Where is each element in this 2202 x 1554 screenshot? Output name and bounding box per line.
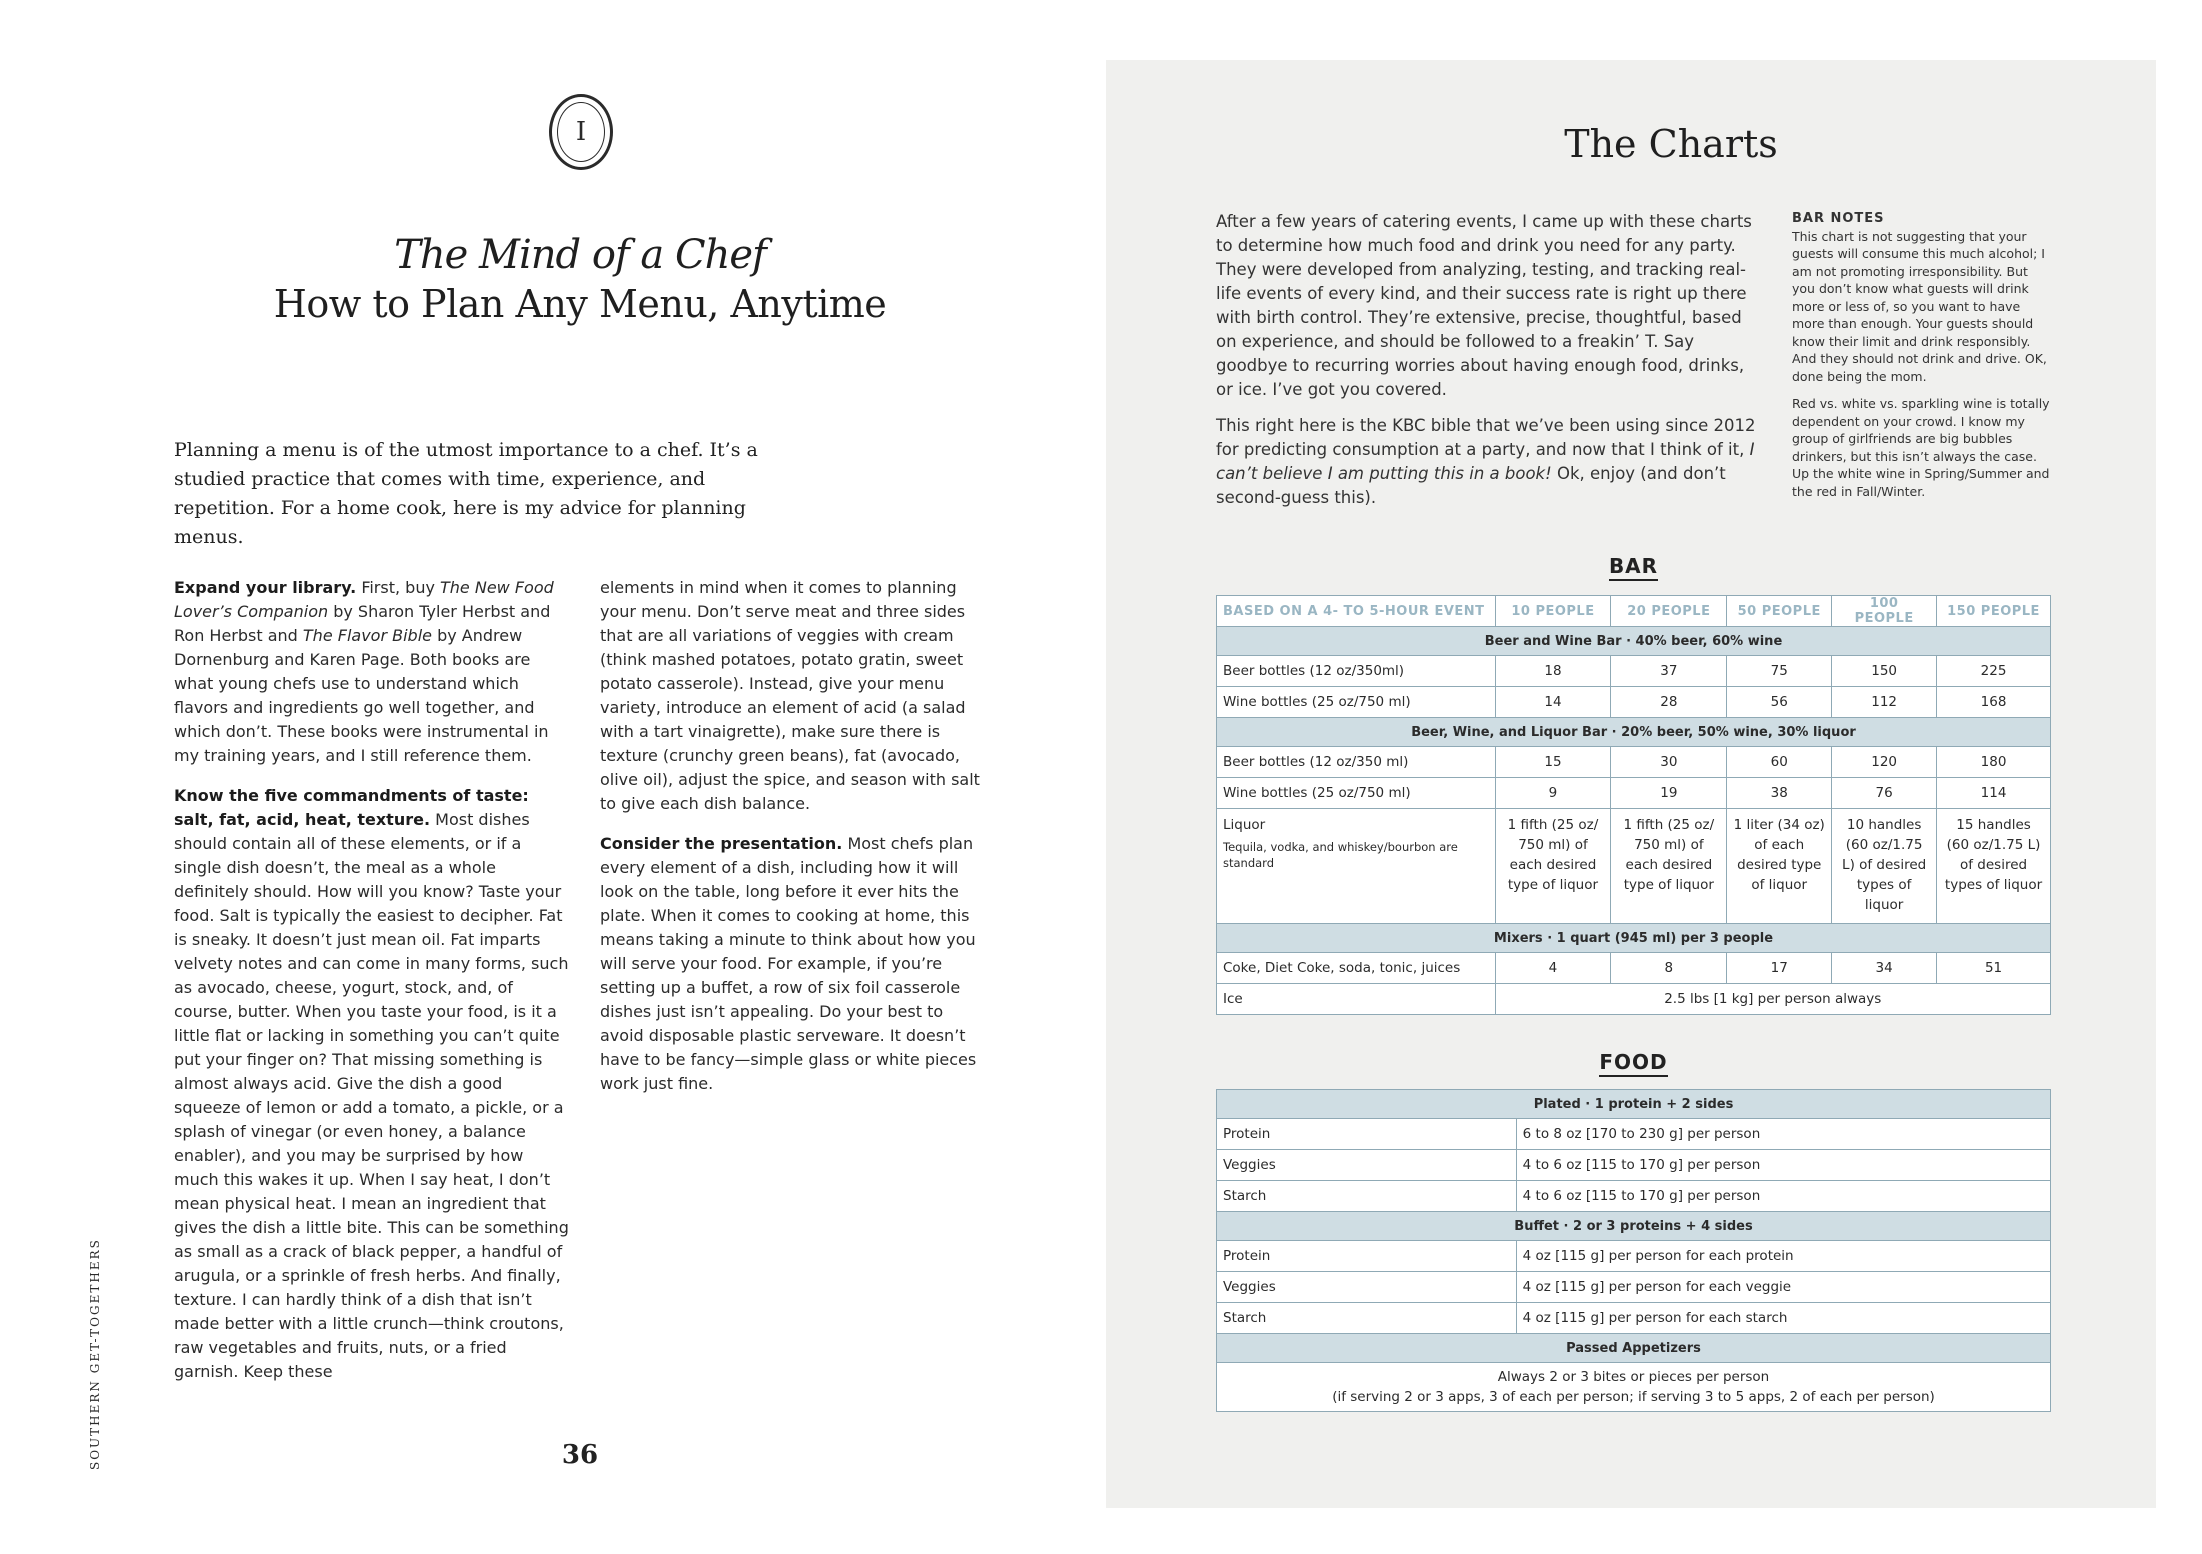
chapter-mark: I — [557, 102, 605, 162]
table-cell: 30 — [1611, 747, 1727, 778]
appetizer-rule: Always 2 or 3 bites or pieces per person — [1497, 1369, 1770, 1385]
charts-body-paragraph-1: After a few years of catering events, I came up with these charts to determine how much food and drink you need for any party. They were developed from analyzing, testing, and tracking real-life events of every kind, and their success rate is right up there with birth control. They’re extensive, precise, thoughtful, based on experience, and should be followed to a freakin’ T. Say goodbye to recurring worries about having enough food, drinks, or ice. I’ve got you covered. — [1216, 212, 1752, 399]
row-label: Protein — [1217, 1241, 1517, 1272]
table-cell: 10 handles (60 oz/1.75 L) of desired types of liquor — [1832, 809, 1937, 924]
row-label: Wine bottles (25 oz/750 ml) — [1217, 778, 1496, 809]
paragraph-text: Most chefs plan every element of a dish, including how it will look on the table, long before it ever hits the plate. When it comes to cooking at home, this means taking a minute to think about how you will serve your food. For example, if you’re setting up a buffet, a row of six foil casserole dishes just isn’t appealing. Do your best to avoid disposable plastic serveware. It doesn’t have to be fancy—simple glass or white pieces work just fine. — [600, 834, 977, 1093]
table-cell: 28 — [1611, 687, 1727, 718]
row-label: Starch — [1217, 1181, 1517, 1212]
table-cell: 15 handles (60 oz/1.75 L) of desired types of liquor — [1937, 809, 2051, 924]
row-label: Veggies — [1217, 1272, 1517, 1303]
table-cell: 1 liter (34 oz) of each desired type of liquor — [1727, 809, 1832, 924]
table-cell: 112 — [1832, 687, 1937, 718]
page-title: How to Plan Any Menu, Anytime — [273, 282, 887, 326]
bar-table-header — [1217, 596, 2051, 627]
text-column-2 — [600, 576, 990, 1112]
paragraph-lead: Expand your library. — [174, 578, 357, 597]
table-cell: 8 — [1611, 953, 1727, 984]
row-label: Starch — [1217, 1303, 1517, 1334]
page-number: 36 — [561, 1440, 599, 1470]
column-header: 100 PEOPLE — [1832, 596, 1937, 627]
table-cell: 19 — [1611, 778, 1727, 809]
row-label: Beer bottles (12 oz/350ml) — [1217, 656, 1496, 687]
table-band — [1217, 1334, 2051, 1363]
bar-chart-table — [1216, 595, 2051, 1015]
table-cell: 2.5 lbs [1 kg] per person always — [1495, 984, 2050, 1015]
table-cell: 4 oz [115 g] per person for each veggie — [1516, 1272, 2050, 1303]
table-cell: 6 to 8 oz [170 to 230 g] per person — [1516, 1119, 2050, 1150]
table-cell: 4 oz [115 g] per person for each protein — [1516, 1241, 2050, 1272]
paragraph-presentation — [600, 832, 990, 1096]
table-cell: 14 — [1495, 687, 1611, 718]
table-row-liquor — [1217, 809, 2051, 924]
table-cell: 37 — [1611, 656, 1727, 687]
food-chart-table — [1216, 1089, 2051, 1412]
spine-label: SOUTHERN GET-TOGETHERS — [88, 1238, 102, 1470]
table-cell: 51 — [1937, 953, 2051, 984]
paragraph-text: Most dishes should contain all of these elements, or if a single dish doesn’t, the meal as a whole definitely should. How will you know? Taste your food. Salt is typically the easiest to decipher. Fat is sneaky. It doesn’t just mean oil. Fat imparts velvety notes and can come in many forms, such as avocado, cheese, yogurt, stock, and, of course, butter. When you taste your food, is it a little flat or lacking in something you can’t quite put your finger on? That missing something is almost always acid. Give the dish a good squeeze of lemon or add a tomato, a pickle, or a splash of vinegar (or even honey, a balance enabler), and you may be surprised by how much this wakes it up. When I say heat, I don’t mean physical heat. I mean an ingredient that gives the dish a little bite. This can be something as small as a crack of black pepper, a handful of arugula, or a sprinkle of fresh herbs. And finally, texture. I can hardly think of a dish that isn’t made better with a little crunch—think croutons, raw vegetables and fruits, nuts, or a fried garnish. Keep these — [174, 810, 569, 1381]
table-row — [1217, 1241, 2051, 1272]
table-cell: 225 — [1937, 656, 2051, 687]
table-row — [1217, 1363, 2051, 1412]
row-label: Protein — [1217, 1119, 1517, 1150]
table-cell: 120 — [1832, 747, 1937, 778]
bar-heading — [1216, 554, 2051, 578]
band-label: Mixers · 1 quart (945 ml) per 3 people — [1217, 924, 2051, 953]
table-cell: 60 — [1727, 747, 1832, 778]
paragraph-five-commandments — [174, 784, 569, 1384]
column-header: BASED ON A 4- TO 5-HOUR EVENT — [1217, 596, 1496, 627]
book-title: The New Food Lover’s Companion — [174, 578, 554, 621]
table-cell: 56 — [1727, 687, 1832, 718]
paragraph-emphasis: I can’t believe I am putting this in a book! — [1216, 440, 1755, 483]
paragraph-text: First, buy — [356, 578, 441, 597]
intro-paragraph: Planning a menu is of the utmost importance to a chef. It’s a studied practice that comes with time, experience, and repetition. For a home cook, here is my advice for planning menus. — [174, 439, 758, 548]
band-label: Passed Appetizers — [1217, 1334, 2051, 1363]
table-band — [1217, 718, 2051, 747]
table-row — [1217, 1150, 2051, 1181]
row-label: Wine bottles (25 oz/750 ml) — [1217, 687, 1496, 718]
table-row — [1217, 1181, 2051, 1212]
table-row — [1217, 656, 2051, 687]
bar-notes-paragraph-1: This chart is not suggesting that your guests will consume this much alcohol; I am not promoting irresponsibility. But you don’t know what guests will drink more or less of, so you want to have more than enough. Your guests should know their limit and drink responsibly. And they should not drink and drive. OK, done being the mom. — [1792, 228, 2047, 384]
food-heading — [1216, 1050, 2051, 1074]
table-cell: 4 oz [115 g] per person for each starch — [1516, 1303, 2050, 1334]
right-page — [1106, 60, 2156, 1508]
book-title: The Flavor Bible — [302, 626, 432, 645]
table-cell: 9 — [1495, 778, 1611, 809]
table-cell: 34 — [1832, 953, 1937, 984]
table-cell: 4 to 6 oz [115 to 170 g] per person — [1516, 1150, 2050, 1181]
chapter-badge — [549, 94, 613, 170]
bar-notes-paragraph-2: Red vs. white vs. sparkling wine is totally dependent on your crowd. I know my group of girlfriends are big bubbles drinkers, but this isn’t always the case. Up the white wine in Spring/Summer and the red in Fall/Winter. — [1792, 396, 2050, 499]
row-label: Veggies — [1217, 1150, 1517, 1181]
table-cell: 114 — [1937, 778, 2051, 809]
paragraph-expand-library — [174, 576, 569, 768]
band-label: Beer and Wine Bar · 40% beer, 60% wine — [1217, 627, 2051, 656]
paragraph-lead: Know the five commandments of taste: salt, fat, acid, heat, texture. — [174, 786, 529, 829]
column-header: 150 PEOPLE — [1937, 596, 2051, 627]
row-label: Beer bottles (12 oz/350 ml) — [1217, 747, 1496, 778]
table-row — [1217, 747, 2051, 778]
column-header: 20 PEOPLE — [1611, 596, 1727, 627]
column-header: 50 PEOPLE — [1727, 596, 1832, 627]
table-row — [1217, 1303, 2051, 1334]
table-band — [1217, 627, 2051, 656]
paragraph-text: Ok, enjoy (and don’t second-guess this). — [1216, 464, 1726, 507]
row-label: Coke, Diet Coke, soda, tonic, juices — [1217, 953, 1496, 984]
charts-body-paragraph-2 — [1216, 414, 1756, 510]
script-title: The Mind of a Chef — [394, 232, 766, 278]
table-cell: 18 — [1495, 656, 1611, 687]
table-row — [1217, 687, 2051, 718]
table-row — [1217, 1119, 2051, 1150]
table-band — [1217, 1212, 2051, 1241]
appetizer-note: (if serving 2 or 3 apps, 3 of each per person; if serving 3 to 5 apps, 2 of each per person) — [1332, 1389, 1935, 1405]
paragraph-text: by Sharon Tyler Herbst and Ron Herbst and — [174, 602, 551, 645]
table-cell: 1 fifth (25 oz/ 750 ml) of each desired type of liquor — [1611, 809, 1727, 924]
bar-notes-heading: BAR NOTES — [1792, 211, 1885, 226]
table-cell: 1 fifth (25 oz/ 750 ml) of each desired type of liquor — [1495, 809, 1611, 924]
table-cell: 150 — [1832, 656, 1937, 687]
table-cell: 38 — [1727, 778, 1832, 809]
table-cell: 180 — [1937, 747, 2051, 778]
food-heading-text: FOOD — [1599, 1050, 1667, 1077]
bar-notes — [1792, 210, 2052, 510]
liquor-label: Liquor — [1223, 817, 1266, 833]
paragraph-text: by Andrew Dornenburg and Karen Page. Both books are what young chefs use to understand which flavors and ingredients go well together, and which don’t. These books were instrumental in my training years, and I still reference them. — [174, 626, 549, 765]
table-cell: 75 — [1727, 656, 1832, 687]
band-label: Plated · 1 protein + 2 sides — [1217, 1090, 2051, 1119]
table-cell: 4 to 6 oz [115 to 170 g] per person — [1516, 1181, 2050, 1212]
row-label — [1217, 809, 1496, 924]
paragraph-lead: Consider the presentation. — [600, 834, 843, 853]
table-row — [1217, 953, 2051, 984]
table-row — [1217, 1272, 2051, 1303]
column-header: 10 PEOPLE — [1495, 596, 1611, 627]
text-column-1 — [174, 576, 569, 1400]
band-label: Buffet · 2 or 3 proteins + 4 sides — [1217, 1212, 2051, 1241]
paragraph-text: This right here is the KBC bible that we’ve been using since 2012 for predicting consumption at a party, and now that I think of it, — [1216, 416, 1756, 459]
table-cell: 17 — [1727, 953, 1832, 984]
table-cell: 4 — [1495, 953, 1611, 984]
table-cell: 76 — [1832, 778, 1937, 809]
band-label: Beer, Wine, and Liquor Bar · 20% beer, 50% wine, 30% liquor — [1217, 718, 2051, 747]
bar-heading-text: BAR — [1609, 554, 1658, 581]
table-cell: 168 — [1937, 687, 2051, 718]
table-cell — [1217, 1363, 2051, 1412]
left-page — [0, 0, 1100, 1554]
charts-title: The Charts — [1564, 122, 1778, 166]
liquor-sublabel: Tequila, vodka, and whiskey/bourbon are standard — [1223, 840, 1458, 870]
table-band — [1217, 1090, 2051, 1119]
paragraph-continued: elements in mind when it comes to planning your menu. Don’t serve meat and three sides that are all variations of veggies with cream (think mashed potatoes, potato gratin, sweet potato casserole). Instead, give your menu variety, introduce an element of acid (a salad with a tart vinaigrette), make sure there is texture (crunchy green beans), fat (avocado, olive oil), adjust the spice, and season with salt to give each dish balance. — [600, 578, 980, 813]
table-cell: 15 — [1495, 747, 1611, 778]
table-row — [1217, 778, 2051, 809]
table-band — [1217, 924, 2051, 953]
charts-body — [1216, 210, 1756, 522]
table-row — [1217, 984, 2051, 1015]
row-label: Ice — [1217, 984, 1496, 1015]
